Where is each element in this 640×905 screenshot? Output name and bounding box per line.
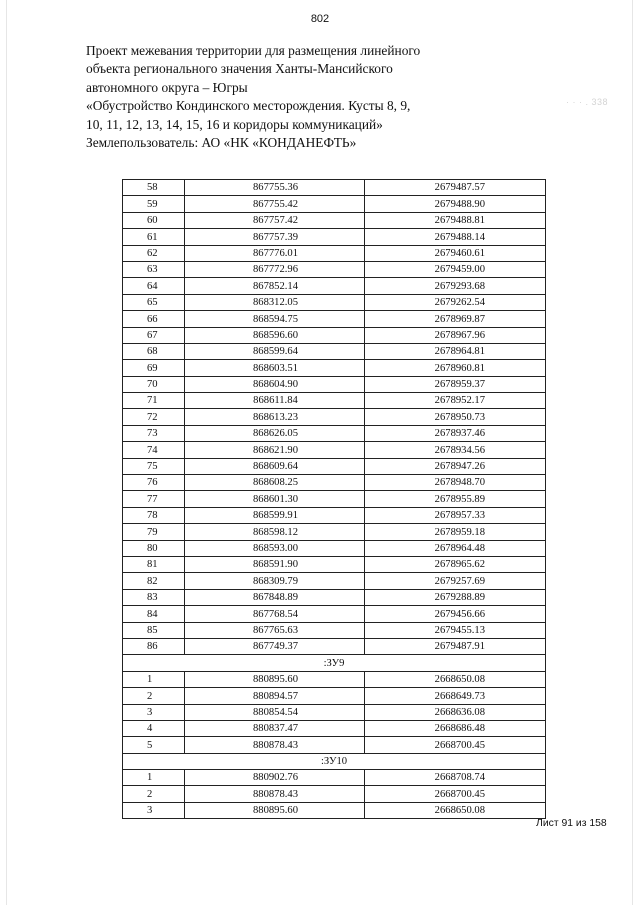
y-coordinate-cell: 2678964.81 xyxy=(365,343,546,359)
y-coordinate-cell: 2668700.45 xyxy=(365,786,546,802)
table-row xyxy=(123,425,546,441)
table-row xyxy=(123,524,546,540)
point-number-cell: 62 xyxy=(123,245,185,261)
table-row xyxy=(123,212,546,228)
table-row xyxy=(123,802,546,818)
table-row xyxy=(123,442,546,458)
table-row xyxy=(123,622,546,638)
sheet-number: Лист 91 из 158 xyxy=(536,818,607,829)
table-row xyxy=(123,720,546,736)
y-coordinate-cell: 2678959.18 xyxy=(365,524,546,540)
x-coordinate-cell: 880837.47 xyxy=(185,720,365,736)
point-number-cell: 2 xyxy=(123,688,185,704)
y-coordinate-cell: 2668650.08 xyxy=(365,671,546,687)
x-coordinate-cell: 868613.23 xyxy=(185,409,365,425)
coordinates-table xyxy=(122,179,546,819)
point-number-cell: 83 xyxy=(123,589,185,605)
point-number-cell: 67 xyxy=(123,327,185,343)
x-coordinate-cell: 880878.43 xyxy=(185,737,365,753)
x-coordinate-cell: 868609.64 xyxy=(185,458,365,474)
x-coordinate-cell: 867768.54 xyxy=(185,606,365,622)
scan-right-edge xyxy=(632,0,633,905)
table-row xyxy=(123,507,546,523)
header-line: автономного округа – Югры xyxy=(86,79,248,95)
y-coordinate-cell: 2679460.61 xyxy=(365,245,546,261)
point-number-cell: 4 xyxy=(123,720,185,736)
table-row xyxy=(123,196,546,212)
table-row xyxy=(123,475,546,491)
x-coordinate-cell: 868601.30 xyxy=(185,491,365,507)
y-coordinate-cell: 2678959.37 xyxy=(365,376,546,392)
y-coordinate-cell: 2678960.81 xyxy=(365,360,546,376)
y-coordinate-cell: 2678965.62 xyxy=(365,556,546,572)
point-number-cell: 78 xyxy=(123,507,185,523)
point-number-cell: 59 xyxy=(123,196,185,212)
table-row xyxy=(123,671,546,687)
header-line: Землепользователь: АО «НК «КОНДАНЕФТЬ» xyxy=(86,135,357,151)
point-number-cell: 58 xyxy=(123,180,185,196)
x-coordinate-cell: 867755.42 xyxy=(185,196,365,212)
group-label: :ЗУ9 xyxy=(123,655,546,671)
y-coordinate-cell: 2679455.13 xyxy=(365,622,546,638)
y-coordinate-cell: 2678969.87 xyxy=(365,311,546,327)
group-label: :ЗУ10 xyxy=(123,753,546,769)
y-coordinate-cell: 2668650.08 xyxy=(365,802,546,818)
page-number: 802 xyxy=(310,13,330,25)
x-coordinate-cell: 867757.39 xyxy=(185,229,365,245)
y-coordinate-cell: 2678950.73 xyxy=(365,409,546,425)
point-number-cell: 74 xyxy=(123,442,185,458)
y-coordinate-cell: 2679488.14 xyxy=(365,229,546,245)
table-row xyxy=(123,573,546,589)
y-coordinate-cell: 2679459.00 xyxy=(365,261,546,277)
table-row xyxy=(123,491,546,507)
point-number-cell: 71 xyxy=(123,393,185,409)
x-coordinate-cell: 868591.90 xyxy=(185,556,365,572)
y-coordinate-cell: 2678937.46 xyxy=(365,425,546,441)
table-row xyxy=(123,327,546,343)
x-coordinate-cell: 868596.60 xyxy=(185,327,365,343)
x-coordinate-cell: 868594.75 xyxy=(185,311,365,327)
table-row xyxy=(123,245,546,261)
y-coordinate-cell: 2679293.68 xyxy=(365,278,546,294)
y-coordinate-cell: 2668636.08 xyxy=(365,704,546,720)
table-row xyxy=(123,278,546,294)
table-row xyxy=(123,343,546,359)
y-coordinate-cell: 2668649.73 xyxy=(365,688,546,704)
x-coordinate-cell: 867852.14 xyxy=(185,278,365,294)
x-coordinate-cell: 868309.79 xyxy=(185,573,365,589)
x-coordinate-cell: 867776.01 xyxy=(185,245,365,261)
table-row xyxy=(123,589,546,605)
point-number-cell: 70 xyxy=(123,376,185,392)
point-number-cell: 60 xyxy=(123,212,185,228)
table-row xyxy=(123,688,546,704)
x-coordinate-cell: 868599.91 xyxy=(185,507,365,523)
point-number-cell: 69 xyxy=(123,360,185,376)
point-number-cell: 68 xyxy=(123,343,185,359)
point-number-cell: 77 xyxy=(123,491,185,507)
coordinates-table-body xyxy=(123,180,546,819)
x-coordinate-cell: 880854.54 xyxy=(185,704,365,720)
y-coordinate-cell: 2679257.69 xyxy=(365,573,546,589)
point-number-cell: 79 xyxy=(123,524,185,540)
point-number-cell: 3 xyxy=(123,802,185,818)
point-number-cell: 1 xyxy=(123,770,185,786)
point-number-cell: 86 xyxy=(123,638,185,654)
table-row xyxy=(123,704,546,720)
y-coordinate-cell: 2679288.89 xyxy=(365,589,546,605)
y-coordinate-cell: 2678934.56 xyxy=(365,442,546,458)
table-row xyxy=(123,261,546,277)
x-coordinate-cell: 867749.37 xyxy=(185,638,365,654)
table-row xyxy=(123,229,546,245)
y-coordinate-cell: 2679487.91 xyxy=(365,638,546,654)
table-row xyxy=(123,180,546,196)
point-number-cell: 63 xyxy=(123,261,185,277)
x-coordinate-cell: 867848.89 xyxy=(185,589,365,605)
table-row xyxy=(123,556,546,572)
table-row xyxy=(123,409,546,425)
x-coordinate-cell: 868593.00 xyxy=(185,540,365,556)
y-coordinate-cell: 2678948.70 xyxy=(365,475,546,491)
table-row xyxy=(123,540,546,556)
table-group-row xyxy=(123,655,546,671)
header-line: 10, 11, 12, 13, 14, 15, 16 и коридоры коммуникаций» xyxy=(86,116,383,132)
x-coordinate-cell: 880878.43 xyxy=(185,786,365,802)
table-row xyxy=(123,638,546,654)
point-number-cell: 2 xyxy=(123,786,185,802)
x-coordinate-cell: 880902.76 xyxy=(185,770,365,786)
table-row xyxy=(123,770,546,786)
x-coordinate-cell: 868603.51 xyxy=(185,360,365,376)
x-coordinate-cell: 867757.42 xyxy=(185,212,365,228)
x-coordinate-cell: 867765.63 xyxy=(185,622,365,638)
y-coordinate-cell: 2679488.90 xyxy=(365,196,546,212)
y-coordinate-cell: 2679487.57 xyxy=(365,180,546,196)
table-row xyxy=(123,360,546,376)
table-row xyxy=(123,458,546,474)
x-coordinate-cell: 880894.57 xyxy=(185,688,365,704)
x-coordinate-cell: 868312.05 xyxy=(185,294,365,310)
faint-stamp-mark: · · · . 338 xyxy=(566,97,609,107)
point-number-cell: 61 xyxy=(123,229,185,245)
table-row xyxy=(123,606,546,622)
point-number-cell: 84 xyxy=(123,606,185,622)
y-coordinate-cell: 2678952.17 xyxy=(365,393,546,409)
x-coordinate-cell: 868599.64 xyxy=(185,343,365,359)
x-coordinate-cell: 868598.12 xyxy=(185,524,365,540)
y-coordinate-cell: 2668700.45 xyxy=(365,737,546,753)
table-row xyxy=(123,376,546,392)
point-number-cell: 64 xyxy=(123,278,185,294)
point-number-cell: 66 xyxy=(123,311,185,327)
y-coordinate-cell: 2678957.33 xyxy=(365,507,546,523)
x-coordinate-cell: 868604.90 xyxy=(185,376,365,392)
y-coordinate-cell: 2678967.96 xyxy=(365,327,546,343)
x-coordinate-cell: 868626.05 xyxy=(185,425,365,441)
table-row xyxy=(123,737,546,753)
point-number-cell: 80 xyxy=(123,540,185,556)
point-number-cell: 1 xyxy=(123,671,185,687)
y-coordinate-cell: 2678947.26 xyxy=(365,458,546,474)
y-coordinate-cell: 2678955.89 xyxy=(365,491,546,507)
table-group-row xyxy=(123,753,546,769)
header-line: Проект межевания территории для размещения линейного xyxy=(86,43,421,58)
y-coordinate-cell: 2678964.48 xyxy=(365,540,546,556)
header-line: объекта регионального значения Ханты-Мансийского xyxy=(86,61,393,77)
point-number-cell: 3 xyxy=(123,704,185,720)
document-header xyxy=(86,42,426,152)
point-number-cell: 73 xyxy=(123,425,185,441)
scan-left-edge xyxy=(6,0,7,905)
table-row xyxy=(123,311,546,327)
table-row xyxy=(123,786,546,802)
point-number-cell: 65 xyxy=(123,294,185,310)
x-coordinate-cell: 867772.96 xyxy=(185,261,365,277)
point-number-cell: 72 xyxy=(123,409,185,425)
y-coordinate-cell: 2668708.74 xyxy=(365,770,546,786)
table-row xyxy=(123,393,546,409)
x-coordinate-cell: 867755.36 xyxy=(185,180,365,196)
point-number-cell: 5 xyxy=(123,737,185,753)
x-coordinate-cell: 868608.25 xyxy=(185,475,365,491)
point-number-cell: 82 xyxy=(123,573,185,589)
x-coordinate-cell: 880895.60 xyxy=(185,671,365,687)
x-coordinate-cell: 868611.84 xyxy=(185,393,365,409)
x-coordinate-cell: 868621.90 xyxy=(185,442,365,458)
y-coordinate-cell: 2679488.81 xyxy=(365,212,546,228)
header-line: «Обустройство Кондинского месторождения. Кусты 8, 9, xyxy=(86,98,411,114)
point-number-cell: 85 xyxy=(123,622,185,638)
point-number-cell: 81 xyxy=(123,556,185,572)
table-row xyxy=(123,294,546,310)
x-coordinate-cell: 880895.60 xyxy=(185,802,365,818)
y-coordinate-cell: 2668686.48 xyxy=(365,720,546,736)
y-coordinate-cell: 2679262.54 xyxy=(365,294,546,310)
y-coordinate-cell: 2679456.66 xyxy=(365,606,546,622)
point-number-cell: 75 xyxy=(123,458,185,474)
point-number-cell: 76 xyxy=(123,475,185,491)
